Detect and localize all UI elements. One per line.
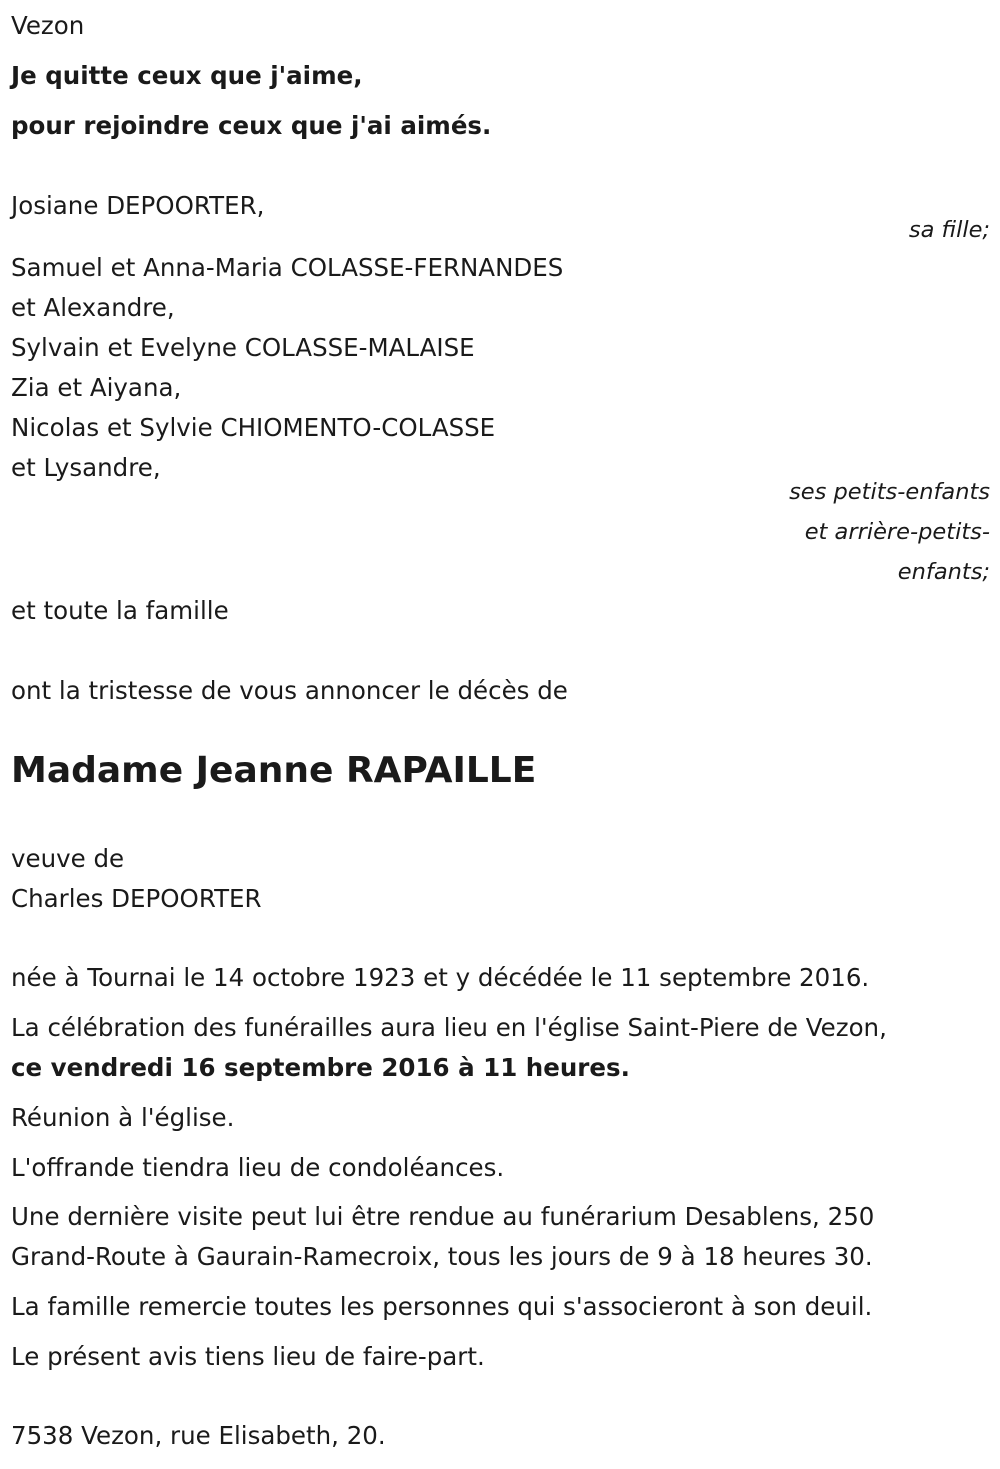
quote-line-2: pour rejoindre ceux que j'ai aimés. [11, 111, 492, 140]
notice-line: Le présent avis tiens lieu de faire-part. [11, 1342, 485, 1371]
deceased-name: Madame Jeanne RAPAILLE [11, 750, 537, 791]
widow-label: veuve de [11, 844, 125, 873]
grandchild-line-1: Samuel et Anna-Maria COLASSE-FERNANDES [11, 253, 564, 282]
thanks-line: La famille remercie toutes les personnes qui s'associeront à son deuil. [11, 1292, 873, 1321]
daughter-relation: sa fille; [908, 217, 990, 243]
ceremony-date: ce vendredi 16 septembre 2016 à 11 heures. [11, 1053, 630, 1082]
grandchild-line-2: et Alexandre, [11, 293, 175, 322]
offering-line: L'offrande tiendra lieu de condoléances. [11, 1153, 505, 1182]
birth-death-line: née à Tournai le 14 octobre 1923 et y décédée le 11 septembre 2016. [11, 963, 870, 992]
quote-line-1: Je quitte ceux que j'aime, [11, 61, 363, 90]
announce-line: ont la tristesse de vous annoncer le décès de [11, 676, 568, 705]
address-line: 7538 Vezon, rue Elisabeth, 20. [11, 1421, 386, 1450]
meeting-line: Réunion à l'église. [11, 1103, 235, 1132]
visit-line-1: Une dernière visite peut lui être rendue au funérarium Desablens, 250 [11, 1202, 875, 1231]
ceremony-line: La célébration des funérailles aura lieu en l'église Saint-Piere de Vezon, [11, 1013, 887, 1042]
spouse-name: Charles DEPOORTER [11, 884, 262, 913]
daughter-name: Josiane DEPOORTER, [11, 191, 265, 220]
grandchild-line-6: et Lysandre, [11, 453, 161, 482]
grandchild-line-3: Sylvain et Evelyne COLASSE-MALAISE [11, 333, 475, 362]
grandchildren-relation-2: et arrière-petits- [804, 519, 990, 545]
grandchildren-relation-3: enfants; [897, 559, 990, 585]
grandchildren-relation-1: ses petits-enfants [789, 479, 990, 505]
visit-line-2: Grand-Route à Gaurain-Ramecroix, tous les jours de 9 à 18 heures 30. [11, 1242, 873, 1271]
family-line: et toute la famille [11, 596, 229, 625]
grandchild-line-5: Nicolas et Sylvie CHIOMENTO-COLASSE [11, 413, 496, 442]
place: Vezon [11, 11, 85, 40]
grandchild-line-4: Zia et Aiyana, [11, 373, 182, 402]
